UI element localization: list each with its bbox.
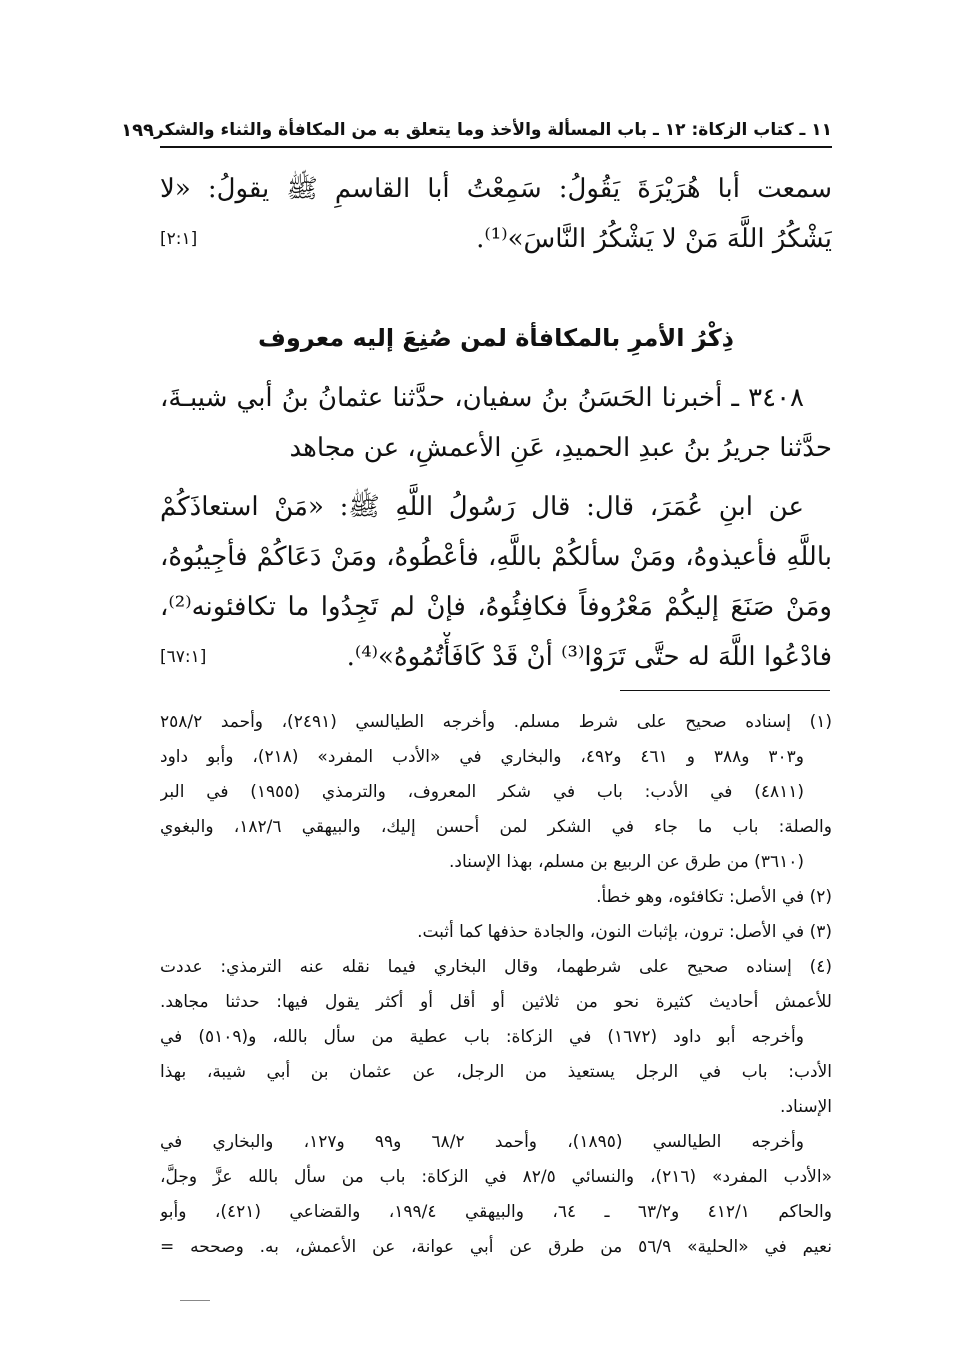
hadith-matn xyxy=(160,482,832,682)
top-passage-line: يَشْكُرُ اللَّهَ مَنْ لا يَشْكُرُ النَّاسَ»⁽¹⁾. xyxy=(476,224,832,254)
top-passage xyxy=(160,164,832,264)
footnote-1-line: (١) إسناده صحيح على شرط مسلم. وأخرجه الطيالسي (٢٤٩١)، وأحمد ٢٥٨/٢ xyxy=(160,712,832,732)
hadith-isnad xyxy=(160,373,832,473)
isnad-line: حدَّثنا جريرُ بنُ عبدِ الحميدِ، عَنِ الأعمشِ، عن مجاهد xyxy=(289,433,832,463)
page-number: ١٩٩ xyxy=(121,119,155,141)
footnote-4-line: الإسناد. xyxy=(780,1097,832,1117)
footnote-4-line: الأدب: باب في الرجل يستعيذ من الرجل، عن عثمان بن أبي شيبة، بهذا xyxy=(160,1062,832,1082)
reference-marker: [٢:١] xyxy=(160,229,198,249)
footnote-4-line: والحاكم ٤١٢/١ و٦٣/٢ ـ ٦٤، والبيهقي ١٩٩/٤، والقضاعي (٤٢١)، وأبو xyxy=(160,1202,832,1222)
footnotes xyxy=(160,705,832,1265)
footnote-3: (٣) في الأصل: ترون، بإثبات النون، والجادة حذفها كما أثبت. xyxy=(417,922,832,942)
footnote-1-line: والصلة: باب ما جاء في الشكر لمن أحسن إليك، والبيهقي ١٨٢/٦، والبغوي xyxy=(160,817,832,837)
footnote-2: (٢) في الأصل: تكافئوه، وهو خطأ. xyxy=(596,887,832,907)
footnote-1-line: (٣٦١٠) من طرق عن الربيع بن مسلم، بهذا الإسناد. xyxy=(449,852,804,872)
footnote-4-line: للأعمش أحاديث كثيرة نحو من ثلاثين أو أقل أو أكثر يقول فيها: حدثنا مجاهد. xyxy=(160,992,832,1012)
matn-line: ومَنْ صَنَعَ إليكُمْ مَعْرُوفاً فكافِئُوهُ، فإنْ لم تَجِدُوا ما تكافئونه⁽²⁾، xyxy=(160,592,832,622)
header-title: ١١ ـ كتاب الزكاة: ١٢ ـ باب المسألة والأخذ وما يتعلق به من المكافأة والثناء والشكر xyxy=(154,120,832,140)
top-passage-last-line xyxy=(160,214,832,264)
matn-last-line xyxy=(160,632,832,682)
footnote-4-line: «الأدب المفرد» (٢١٦)، والنسائي ٨٢/٥ في الزكاة: باب من سأل بالله عزَّ وجلَّ، xyxy=(160,1167,832,1187)
footnote-separator xyxy=(620,690,830,691)
footnote-4-line: وأخرجه الطيالسي (١٨٩٥)، وأحمد ٦٨/٢ و٩٩ و١٢٧، والبخاري في xyxy=(160,1132,804,1152)
isnad-line: ٣٤٠٨ ـ أخبرنا الحَسَنُ بنُ سفيان، حدَّثنا عثمانُ بنُ أبي شيبـةَ، xyxy=(160,383,804,413)
footnote-4-line: نعيم في «الحلية» ٥٦/٩ من طرق عن أبي عوانة، عن الأعمش، به. وصححه = xyxy=(160,1237,832,1257)
matn-line: عن ابنِ عُمَرَ، قال: قال رَسُولُ اللَّهِ ﷺ: «مَنْ استعاذَكُمْ xyxy=(160,492,804,522)
footnote-1-line: (٤٨١١) في الأدب: باب في شكر المعروف، والترمذي (١٩٥٥) في البر xyxy=(160,782,804,802)
matn-line: باللَّهِ فأعيذوهُ، ومَنْ سألكُمْ باللَّهِ، فأعْطُوهُ، ومَنْ دَعَاكُمْ فأجِيبُوهُ، xyxy=(160,542,832,572)
page-edge-mark xyxy=(180,1300,210,1301)
footnote-4-line: وأخرجه أبو داود (١٦٧٢) في الزكاة: باب عطية من سأل بالله، و(٥١٠٩) في xyxy=(160,1027,804,1047)
matn-line: فادْعُوا اللَّهَ له حتَّى تَرَوْا⁽³⁾ أنْ قَدْ كَافَأْتُمُوهُ»⁽⁴⁾. xyxy=(346,642,832,672)
section-title: ذِكْرُ الأمرِ بالمكافأة لمن صُنِعَ إليه معروف xyxy=(257,324,734,352)
top-passage-line: سمعت أبا هُرَيْرَةَ يَقُولُ: سَمِعْتُ أبا القاسمِ ﷺ يقولُ: «لا xyxy=(160,174,832,204)
footnote-1-line: و٣٠٣ و٣٨٨ و ٤٦١ و٤٩٢، والبخاري في «الأدب المفرد» (٢١٨)، وأبو داود xyxy=(160,747,804,767)
running-header xyxy=(121,114,832,148)
reference-marker: [٦٧:١] xyxy=(160,647,207,667)
footnote-4-line: (٤) إسناده صحيح على شرطهما، وقال البخاري فيما نقله عنه الترمذي: عددت xyxy=(160,957,832,977)
